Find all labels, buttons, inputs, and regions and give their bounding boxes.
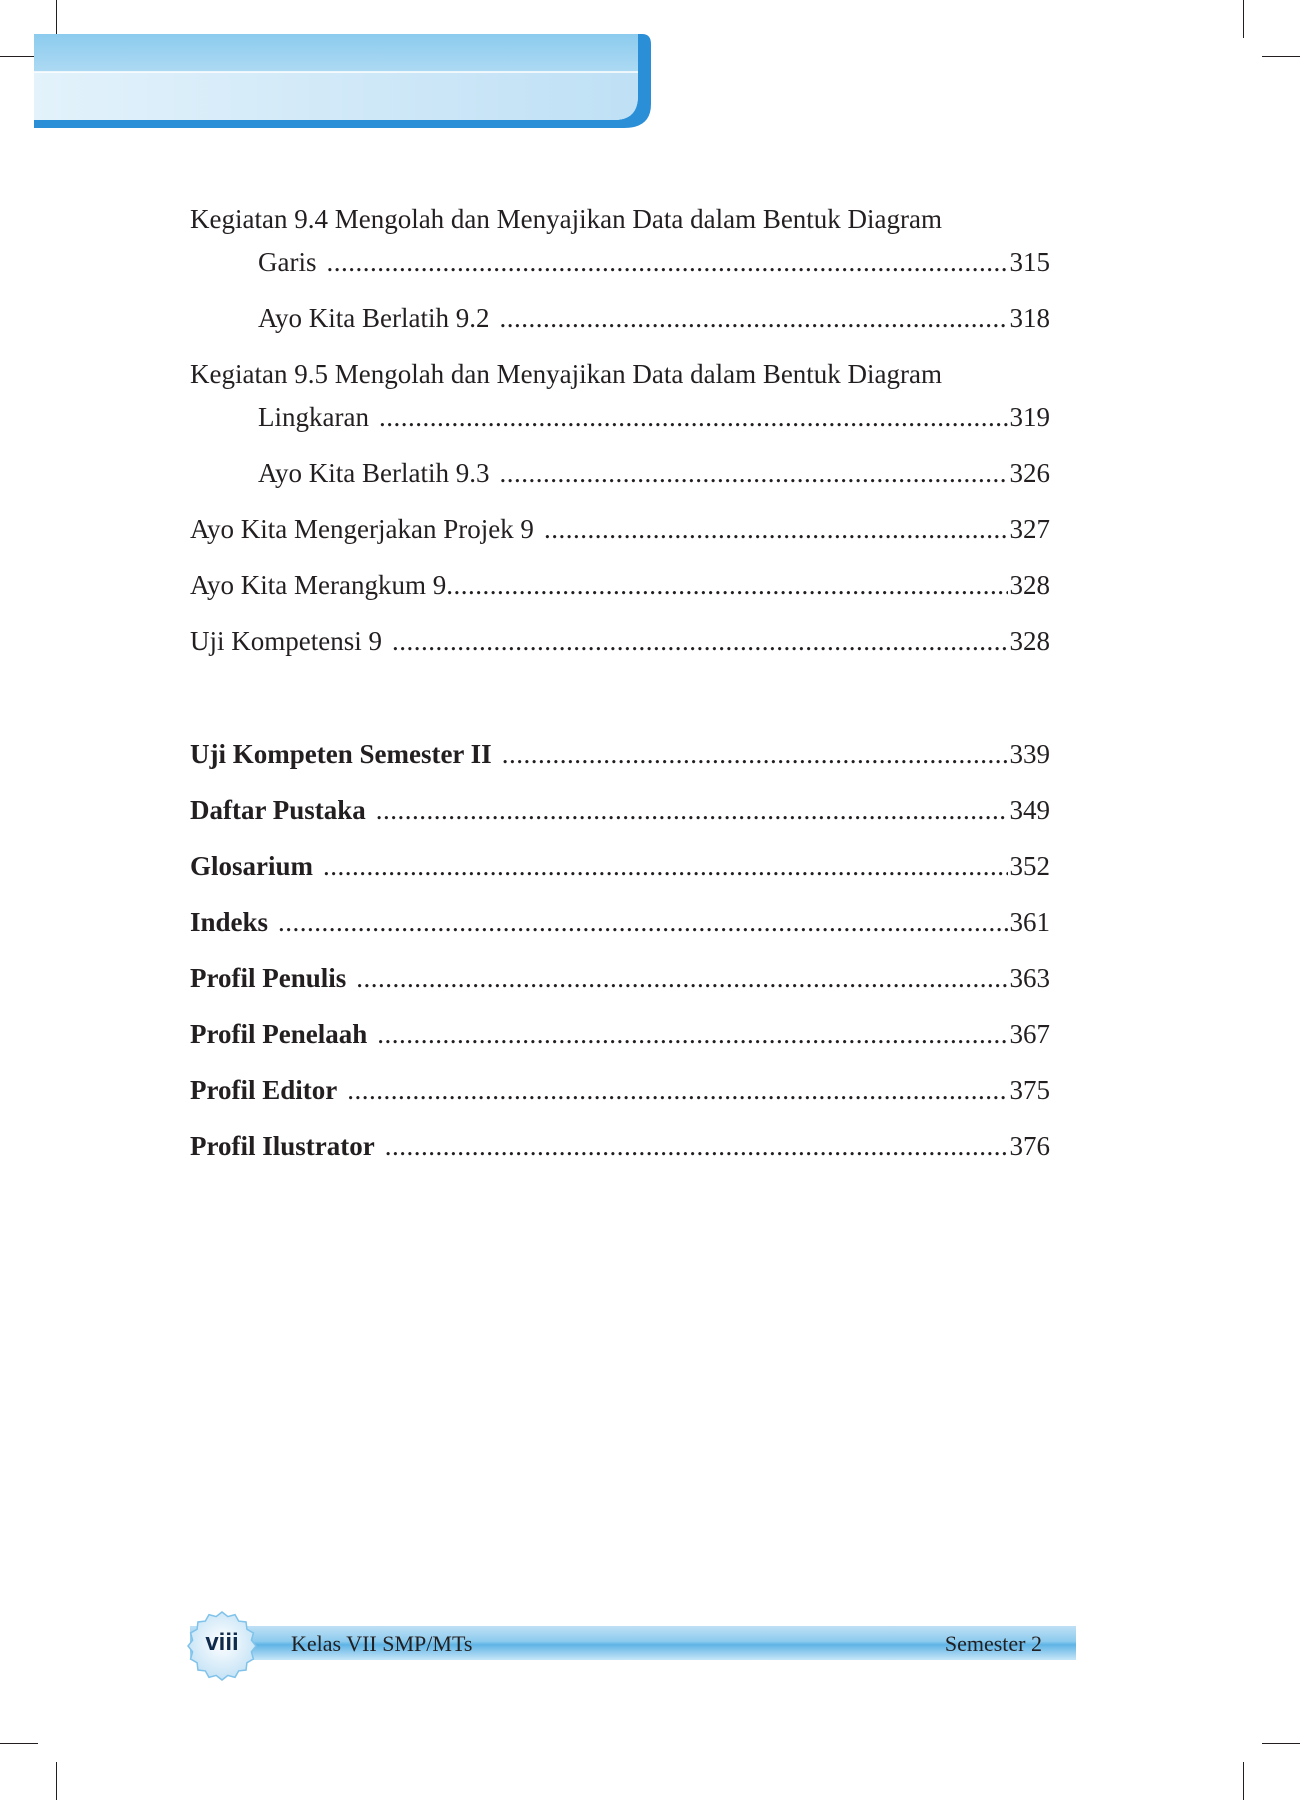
- toc-dot-leader: [347, 1071, 1007, 1109]
- toc-entry-page: 361: [1009, 907, 1050, 937]
- toc-entry[interactable]: [190, 566, 1050, 604]
- toc-dot-leader: [278, 903, 1007, 941]
- toc-dot-leader: [323, 847, 1007, 885]
- toc-entry-page: 363: [1009, 963, 1050, 993]
- toc-entry-page: 318: [1009, 303, 1050, 333]
- table-of-contents: [190, 200, 1050, 1165]
- toc-entry-page: 352: [1009, 851, 1050, 881]
- toc-dot-leader: [499, 299, 1007, 337]
- toc-entry-label: Indeks: [190, 907, 269, 937]
- toc-entry-label: Ayo Kita Mengerjakan Projek 9: [190, 514, 534, 544]
- crop-mark: [1243, 0, 1244, 38]
- toc-entry-page: 319: [1009, 402, 1050, 432]
- toc-dot-leader: [326, 243, 1007, 281]
- toc-entry-label: Uji Kompeten Semester II: [190, 739, 492, 769]
- toc-dot-leader: [379, 398, 1008, 436]
- toc-entry-page: 326: [1009, 458, 1050, 488]
- toc-entry-page: 327: [1009, 514, 1050, 544]
- crop-mark: [56, 1762, 57, 1800]
- toc-entry[interactable]: [190, 959, 1050, 997]
- semester-label: Semester 2: [944, 1631, 1042, 1656]
- toc-entry-page: 376: [1009, 1131, 1050, 1161]
- toc-entry-label: Ayo Kita Berlatih 9.2: [258, 303, 490, 333]
- toc-dot-leader: [376, 791, 1008, 829]
- crop-mark: [56, 0, 57, 38]
- toc-dot-leader: [356, 959, 1007, 997]
- crop-mark: [0, 1743, 38, 1744]
- toc-entry[interactable]: [190, 1127, 1050, 1165]
- toc-entry-label: Ayo Kita Merangkum 9: [190, 570, 447, 600]
- toc-heading: Kegiatan 9.4 Mengolah dan Menyajikan Data dalam Bentuk Diagram: [190, 204, 943, 234]
- toc-entry-label: Profil Editor: [190, 1075, 338, 1105]
- toc-entry[interactable]: [190, 903, 1050, 941]
- toc-entry[interactable]: [190, 510, 1050, 548]
- toc-entry-label: Garis: [258, 247, 317, 277]
- toc-dot-leader: [502, 735, 1008, 773]
- book-title: Kelas VII SMP/MTs: [291, 1631, 473, 1656]
- toc-entry-label: Profil Ilustrator: [190, 1131, 375, 1161]
- toc-dot-leader: [446, 566, 1007, 604]
- toc-dot-leader: [499, 454, 1007, 492]
- toc-dot-leader: [544, 510, 1008, 548]
- toc-entry[interactable]: [190, 1015, 1050, 1053]
- header-banner: [34, 34, 651, 128]
- toc-entry[interactable]: [190, 454, 1050, 492]
- crop-mark: [1262, 56, 1300, 57]
- toc-entry-label: Daftar Pustaka: [190, 795, 366, 825]
- toc-entry[interactable]: [190, 735, 1050, 773]
- toc-entry[interactable]: [190, 243, 1050, 281]
- toc-entry-page: 375: [1009, 1075, 1050, 1105]
- toc-entry-label: Profil Penelaah: [190, 1019, 368, 1049]
- toc-entry-label: Ayo Kita Berlatih 9.3: [258, 458, 490, 488]
- toc-dot-leader: [392, 622, 1008, 660]
- toc-entry-label: Uji Kompetensi 9: [190, 626, 382, 656]
- toc-entry[interactable]: [190, 1071, 1050, 1109]
- toc-entry[interactable]: [190, 299, 1050, 337]
- toc-entry-page: 367: [1009, 1019, 1050, 1049]
- crop-mark: [1262, 1743, 1300, 1744]
- toc-entry-label: Lingkaran: [258, 402, 369, 432]
- toc-entry-label: Glosarium: [190, 851, 314, 881]
- toc-entry-page: 349: [1009, 795, 1050, 825]
- toc-heading: Kegiatan 9.5 Mengolah dan Menyajikan Data dalam Bentuk Diagram: [190, 359, 943, 389]
- toc-entry[interactable]: [190, 791, 1050, 829]
- toc-entry-page: 315: [1009, 247, 1050, 277]
- toc-entry-label: Profil Penulis: [190, 963, 347, 993]
- crop-mark: [1243, 1762, 1244, 1800]
- toc-entry[interactable]: [190, 847, 1050, 885]
- toc-entry[interactable]: [190, 622, 1050, 660]
- toc-entry-page: 328: [1009, 570, 1050, 600]
- toc-entry[interactable]: [190, 398, 1050, 436]
- crop-mark: [0, 56, 38, 57]
- toc-entry-page: 339: [1009, 739, 1050, 769]
- page-number: viii: [205, 1629, 239, 1656]
- toc-dot-leader: [385, 1127, 1008, 1165]
- toc-dot-leader: [377, 1015, 1007, 1053]
- toc-entry-page: 328: [1009, 626, 1050, 656]
